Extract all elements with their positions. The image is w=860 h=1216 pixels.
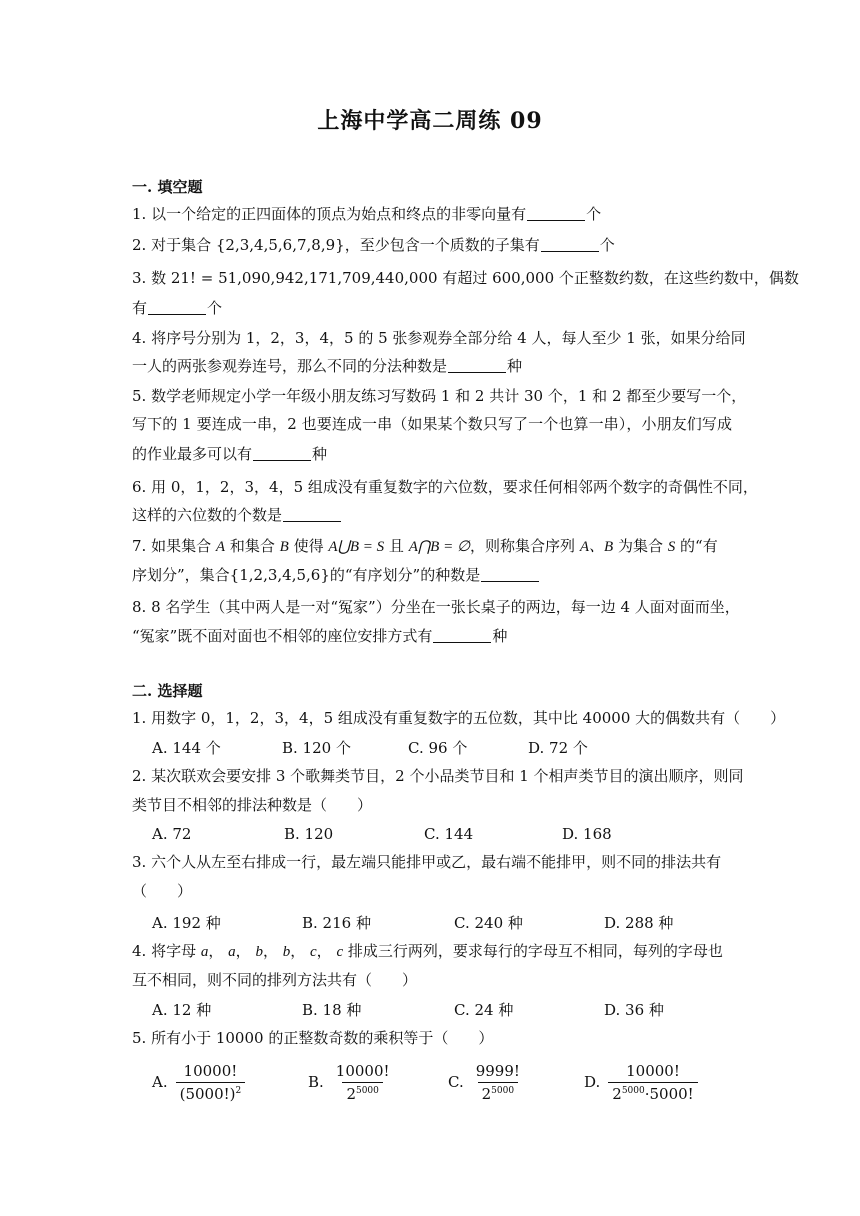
question-1-5-line-2: 写下的 1 要连成一串，2 也要连成一串（如果某个数只写了一个也算一串），小朋友们写成 <box>132 415 732 433</box>
question-text: 7. 如果集合 <box>132 537 212 555</box>
denominator-tail: ·5000! <box>644 1084 694 1103</box>
question-1-4-line-2 <box>132 356 732 376</box>
letter: a <box>200 944 209 960</box>
question-1-8-line-2 <box>132 626 732 646</box>
question-text: 排成三行两列，要求每行的字母互不相同，每列的字母也 <box>347 942 723 960</box>
numerator: 10000! <box>626 1061 680 1080</box>
question-2-4-line-1: 4. 将字母 a， a， b， b， c， c 排成三行两列，要求每行的字母互不相同，每列的字母也 <box>132 942 723 960</box>
intersection-expression: A⋂B = ∅ <box>408 539 471 555</box>
variable-b: B <box>279 539 289 555</box>
option-b: B. 120 <box>284 825 334 843</box>
option-b: B. 120 个 <box>282 739 351 757</box>
option-a: A. 12 种 <box>152 1001 212 1019</box>
option-b: B. 18 种 <box>302 1001 362 1019</box>
question-1-6-line-1: 6. 用 0，1，2，3，4，5 组成没有重复数字的六位数，要求任何相邻两个数字的奇偶性不同， <box>132 478 758 496</box>
question-1-7-line-1 <box>132 536 732 557</box>
option-d: D. 168 <box>562 825 612 843</box>
option-d: D. 72 个 <box>528 739 588 757</box>
options-2-1 <box>152 737 752 757</box>
question-1-8-line-1: 8. 8 名学生（其中两人是一对“冤家”）分坐在一张长桌子的两边，每一边 4 人面对面而坐， <box>132 598 740 616</box>
numerator: 10000! <box>335 1061 390 1080</box>
question-2-2-line-1: 2. 某次联欢会要安排 3 个歌舞类节目，2 个小品类节目和 1 个相声类节目的演出顺序，则同 <box>132 767 744 785</box>
letter: c <box>336 944 344 960</box>
fraction <box>472 1062 524 1103</box>
fraction <box>332 1062 394 1103</box>
section-heading-fill-in: 一. 填空题 <box>132 178 203 196</box>
variable-s: S <box>667 539 676 555</box>
option-d: D. 36 种 <box>604 1001 664 1019</box>
denominator <box>342 1082 382 1103</box>
answer-blank <box>253 446 311 461</box>
options-2-5 <box>152 1058 752 1106</box>
question-text: 1. 以一个给定的正四面体的顶点为始点和终点的非零向量有 <box>132 205 527 223</box>
question-1-4-line-1: 4. 将序号分别为 1，2，3，4，5 的 5 张参观券全部分给 4 人，每人至少 1 张，如果分给同 <box>132 329 746 347</box>
question-tail: 个 <box>207 299 223 317</box>
option-label: A. <box>152 1073 168 1091</box>
numerator: 10000! <box>183 1061 238 1080</box>
question-text: 序划分”，集合 <box>132 566 230 584</box>
option-b: B. 216 种 <box>302 914 371 932</box>
question-2-1: 1. 用数字 0，1，2，3，4，5 组成没有重复数字的五位数，其中比 40000 大的偶数共有（ ） <box>132 709 786 727</box>
fraction <box>608 1062 697 1103</box>
question-text: 2. 对于集合 <box>132 236 212 254</box>
question-1-3-line-2 <box>132 298 732 318</box>
option-c: C. 240 种 <box>454 914 523 932</box>
answer-blank <box>433 628 491 643</box>
exponent: 5000 <box>621 1085 645 1096</box>
option-c: C. 96 个 <box>408 739 468 757</box>
denominator-base: 2 <box>346 1084 356 1103</box>
question-text: 一人的两张参观券连号，那么不同的分法种数是 <box>132 357 448 375</box>
options-2-4 <box>152 999 752 1019</box>
letter: b <box>282 944 291 960</box>
sequence-expression: A、B <box>579 539 614 555</box>
option-a: A. 72 <box>152 825 192 843</box>
answer-blank <box>448 358 506 373</box>
question-2-2-line-2: 类节目不相邻的排法种数是（ ） <box>132 796 373 814</box>
page-title: 上海中学高二周练 09 <box>317 108 543 134</box>
denominator <box>608 1082 697 1103</box>
options-2-2 <box>152 825 752 845</box>
question-text: 且 <box>388 537 404 555</box>
question-2-3-line-2: （ ） <box>132 882 193 900</box>
exponent: 5000 <box>491 1085 515 1096</box>
question-text: 有 <box>132 299 148 317</box>
question-1-5-line-1: 5. 数学老师规定小学一年级小朋友练习写数码 1 和 2 共计 30 个，1 和 2 都至少要写一个， <box>132 387 747 405</box>
variable-a: A <box>215 539 226 555</box>
question-1-5-line-3 <box>132 444 732 464</box>
answer-blank <box>481 567 539 582</box>
question-tail: 个 <box>599 236 615 254</box>
answer-blank <box>148 300 206 315</box>
letter: a <box>228 944 236 960</box>
option-a <box>152 1058 245 1106</box>
question-text: 这样的六位数的个数是 <box>132 506 283 524</box>
answer-blank <box>283 507 341 522</box>
option-c <box>448 1058 524 1106</box>
question-2-5: 5. 所有小于 10000 的正整数奇数的乘积等于（ ） <box>132 1029 494 1047</box>
question-1-2 <box>132 235 732 255</box>
option-a: A. 144 个 <box>152 739 221 757</box>
numerator: 9999! <box>475 1061 520 1080</box>
answer-blank <box>541 237 599 252</box>
answer-blank <box>527 206 585 221</box>
option-label: D. <box>584 1073 601 1091</box>
option-d <box>584 1058 698 1106</box>
question-1-3-line-1: 3. 数 21! = 51,090,942,171,709,440,000 有超过 600,000 个正整数约数，在这些约数中，偶数 <box>132 269 799 287</box>
question-text: 和集合 <box>229 537 275 555</box>
question-tail: 种 <box>507 357 523 375</box>
option-c: C. 24 种 <box>454 1001 514 1019</box>
section-heading-multiple-choice: 二. 选择题 <box>132 682 203 700</box>
question-text: ，至少包含一个质数的子集有 <box>344 236 540 254</box>
question-1-6-line-2 <box>132 505 732 525</box>
union-expression: A⋃B = S <box>328 539 385 555</box>
question-text: 使得 <box>293 537 324 555</box>
denominator-base: 2 <box>481 1084 492 1103</box>
question-text: 的作业最多可以有 <box>132 445 253 463</box>
denominator-base: (5000!) <box>179 1084 236 1103</box>
denominator <box>176 1082 246 1103</box>
option-label: C. <box>448 1073 464 1091</box>
question-2-4-line-2: 互不相同，则不同的排列方法共有（ ） <box>132 971 418 989</box>
question-tail: 种 <box>312 445 328 463</box>
question-2-3-line-1: 3. 六个人从左至右排成一行，最左端只能排甲或乙，最右端不能排甲，则不同的排法共有 <box>132 853 722 871</box>
question-1-1 <box>132 204 732 224</box>
option-d: D. 288 种 <box>604 914 674 932</box>
option-label: B. <box>308 1073 324 1091</box>
denominator <box>478 1082 518 1103</box>
set-expression: {1,2,3,4,5,6} <box>229 566 330 584</box>
letter: b <box>255 944 263 960</box>
question-text: 的“有序划分”的种数是 <box>329 566 481 584</box>
fraction <box>176 1062 246 1103</box>
options-2-3 <box>152 912 752 932</box>
exponent: 2 <box>235 1085 242 1096</box>
question-1-7-line-2 <box>132 565 732 585</box>
question-text: 的“有 <box>680 537 718 555</box>
option-c: C. 144 <box>424 825 474 843</box>
denominator-base: 2 <box>612 1084 622 1103</box>
question-text: 为集合 <box>617 537 663 555</box>
option-a: A. 192 种 <box>152 914 221 932</box>
question-text: 4. 将字母 <box>132 942 197 960</box>
option-b <box>308 1058 394 1106</box>
question-tail: 种 <box>492 627 508 645</box>
set-expression: {2,3,4,5,6,7,8,9} <box>215 236 345 254</box>
question-text: ，则称集合序列 <box>470 537 576 555</box>
question-text: “冤家”既不面对面也不相邻的座位安排方式有 <box>132 627 433 645</box>
exponent: 5000 <box>355 1085 379 1096</box>
letter: c <box>310 944 317 960</box>
question-tail: 个 <box>586 205 602 223</box>
